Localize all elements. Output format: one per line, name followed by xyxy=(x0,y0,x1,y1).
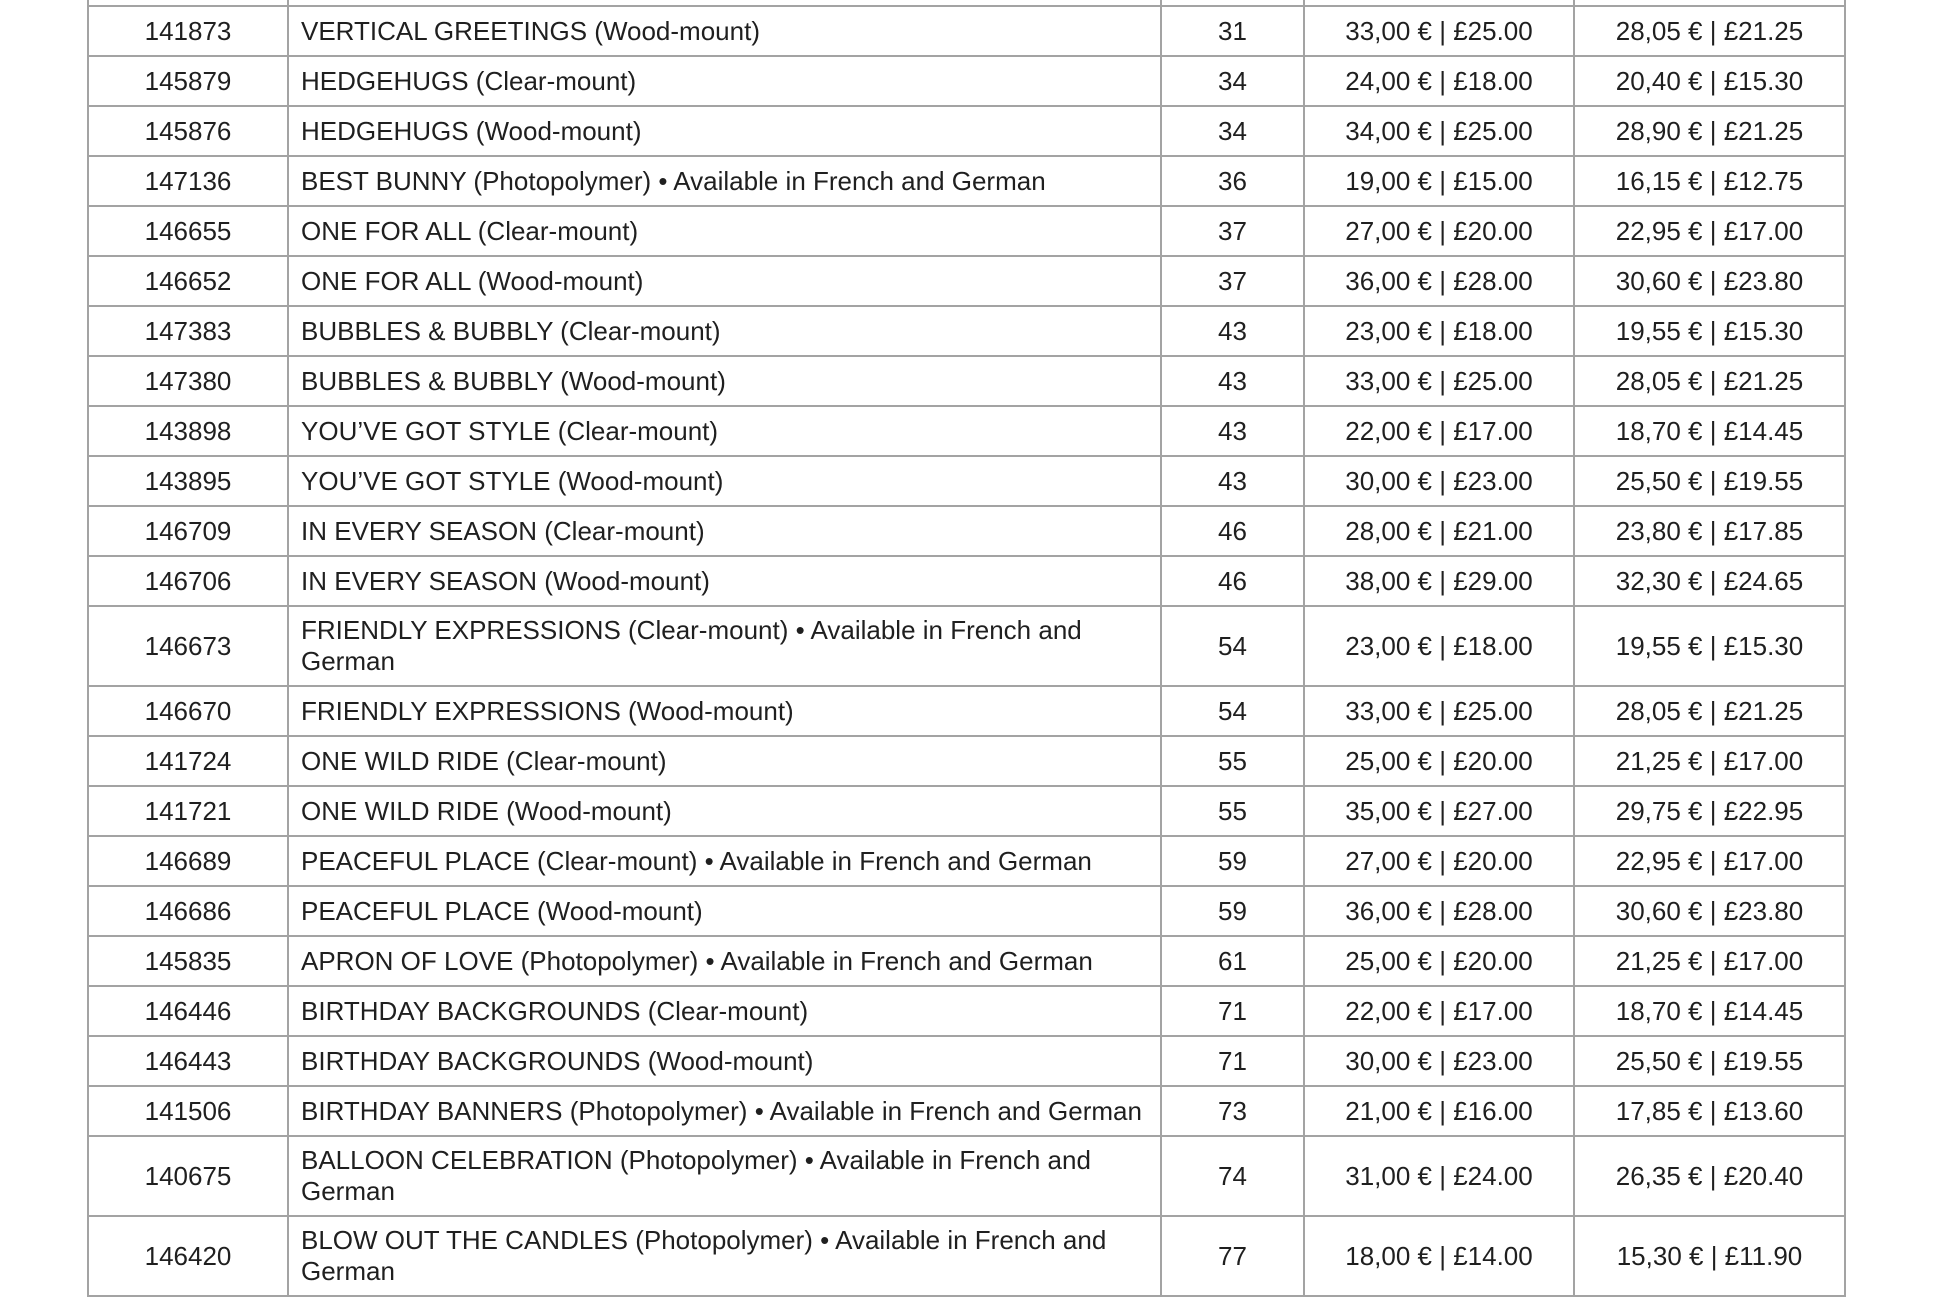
item-code-cell: 141724 xyxy=(88,736,288,786)
item-code-cell: 146670 xyxy=(88,686,288,736)
item-code-cell: 141721 xyxy=(88,786,288,836)
member-price-cell: 28,05 € | £21.25 xyxy=(1574,686,1845,736)
price-cell: 25,00 € | £20.00 xyxy=(1304,736,1574,786)
item-code-cell: 146709 xyxy=(88,506,288,556)
description-cell: ONE FOR ALL (Clear-mount) xyxy=(288,206,1161,256)
description-cell: APRON OF LOVE (Photopolymer) • Available in French and German xyxy=(288,936,1161,986)
description-cell: VERTICAL GREETINGS (Wood-mount) xyxy=(288,6,1161,56)
page-number-cell: 59 xyxy=(1161,836,1304,886)
table-row xyxy=(88,606,1845,686)
table-row xyxy=(88,56,1845,106)
page-number-cell: 31 xyxy=(1161,6,1304,56)
description-cell: IN EVERY SEASON (Clear-mount) xyxy=(288,506,1161,556)
page-number-cell: 46 xyxy=(1161,506,1304,556)
member-price-cell: 29,75 € | £22.95 xyxy=(1574,786,1845,836)
table-body xyxy=(88,0,1845,1296)
table-row xyxy=(88,556,1845,606)
table-row xyxy=(88,986,1845,1036)
member-price-cell: 28,90 € | £21.25 xyxy=(1574,106,1845,156)
table-row xyxy=(88,736,1845,786)
price-cell: 18,00 € | £14.00 xyxy=(1304,1216,1574,1296)
page-number-cell: 43 xyxy=(1161,406,1304,456)
description-cell: BIRTHDAY BACKGROUNDS (Clear-mount) xyxy=(288,986,1161,1036)
page-number-cell: 46 xyxy=(1161,556,1304,606)
item-code-cell: 146673 xyxy=(88,606,288,686)
table-row xyxy=(88,156,1845,206)
price-cell: 33,00 € | £25.00 xyxy=(1304,686,1574,736)
item-code-cell: 147380 xyxy=(88,356,288,406)
page-number-cell: 77 xyxy=(1161,1216,1304,1296)
description-cell: HEDGEHUGS (Wood-mount) xyxy=(288,106,1161,156)
member-price-cell: 30,60 € | £23.80 xyxy=(1574,886,1845,936)
page-number-cell: 43 xyxy=(1161,356,1304,406)
item-code-cell: 143895 xyxy=(88,456,288,506)
price-cell: 23,00 € | £18.00 xyxy=(1304,606,1574,686)
description-cell: YOU’VE GOT STYLE (Clear-mount) xyxy=(288,406,1161,456)
member-price-cell: 28,05 € | £21.25 xyxy=(1574,356,1845,406)
member-price-cell: 15,30 € | £11.90 xyxy=(1574,1216,1845,1296)
description-cell: BUBBLES & BUBBLY (Clear-mount) xyxy=(288,306,1161,356)
member-price-cell: 25,50 € | £19.55 xyxy=(1574,456,1845,506)
member-price-cell: 21,25 € | £17.00 xyxy=(1574,736,1845,786)
item-code-cell: 146655 xyxy=(88,206,288,256)
price-cell: 23,00 € | £18.00 xyxy=(1304,306,1574,356)
member-price-cell: 25,50 € | £19.55 xyxy=(1574,1036,1845,1086)
description-cell: FRIENDLY EXPRESSIONS (Clear-mount) • Available in French and German xyxy=(288,606,1161,686)
description-cell: BIRTHDAY BANNERS (Photopolymer) • Available in French and German xyxy=(288,1086,1161,1136)
item-code-cell: 146686 xyxy=(88,886,288,936)
table-row xyxy=(88,506,1845,556)
price-cell: 19,00 € | £15.00 xyxy=(1304,156,1574,206)
member-price-cell: 18,70 € | £14.45 xyxy=(1574,986,1845,1036)
price-cell: 24,00 € | £18.00 xyxy=(1304,56,1574,106)
item-code-cell: 146652 xyxy=(88,256,288,306)
page-number-cell: 71 xyxy=(1161,986,1304,1036)
page-number-cell: 73 xyxy=(1161,1086,1304,1136)
description-cell: HEDGEHUGS (Clear-mount) xyxy=(288,56,1161,106)
page-number-cell: 34 xyxy=(1161,106,1304,156)
page-number-cell: 37 xyxy=(1161,256,1304,306)
page-number-cell: 55 xyxy=(1161,786,1304,836)
page-number-cell: 43 xyxy=(1161,306,1304,356)
description-cell: BLOW OUT THE CANDLES (Photopolymer) • Available in French and German xyxy=(288,1216,1161,1296)
member-price-cell: 28,05 € | £21.25 xyxy=(1574,6,1845,56)
item-code-cell: 145876 xyxy=(88,106,288,156)
table-row xyxy=(88,406,1845,456)
page-number-cell: 61 xyxy=(1161,936,1304,986)
description-cell: ONE WILD RIDE (Clear-mount) xyxy=(288,736,1161,786)
price-cell: 30,00 € | £23.00 xyxy=(1304,1036,1574,1086)
item-code-cell: 147136 xyxy=(88,156,288,206)
page-number-cell: 74 xyxy=(1161,1136,1304,1216)
table-row xyxy=(88,456,1845,506)
member-price-cell: 22,95 € | £17.00 xyxy=(1574,206,1845,256)
table-row xyxy=(88,936,1845,986)
table-row xyxy=(88,6,1845,56)
price-cell: 22,00 € | £17.00 xyxy=(1304,986,1574,1036)
member-price-cell: 26,35 € | £20.40 xyxy=(1574,1136,1845,1216)
price-cell: 28,00 € | £21.00 xyxy=(1304,506,1574,556)
table-row xyxy=(88,1086,1845,1136)
price-cell: 34,00 € | £25.00 xyxy=(1304,106,1574,156)
price-cell: 33,00 € | £25.00 xyxy=(1304,6,1574,56)
price-cell: 33,00 € | £25.00 xyxy=(1304,356,1574,406)
item-code-cell: 140675 xyxy=(88,1136,288,1216)
item-code-cell: 147383 xyxy=(88,306,288,356)
page-number-cell: 54 xyxy=(1161,686,1304,736)
description-cell: PEACEFUL PLACE (Wood-mount) xyxy=(288,886,1161,936)
item-code-cell: 145835 xyxy=(88,936,288,986)
price-cell: 21,00 € | £16.00 xyxy=(1304,1086,1574,1136)
item-code-cell: 143898 xyxy=(88,406,288,456)
member-price-cell: 19,55 € | £15.30 xyxy=(1574,306,1845,356)
price-cell: 27,00 € | £20.00 xyxy=(1304,206,1574,256)
description-cell: FRIENDLY EXPRESSIONS (Wood-mount) xyxy=(288,686,1161,736)
description-cell: BALLOON CELEBRATION (Photopolymer) • Available in French and German xyxy=(288,1136,1161,1216)
item-code-cell: 146706 xyxy=(88,556,288,606)
description-cell: ONE WILD RIDE (Wood-mount) xyxy=(288,786,1161,836)
item-code-cell: 146443 xyxy=(88,1036,288,1086)
table-row xyxy=(88,206,1845,256)
product-price-table-container xyxy=(87,0,1844,1297)
price-cell: 30,00 € | £23.00 xyxy=(1304,456,1574,506)
page-number-cell: 34 xyxy=(1161,56,1304,106)
table-row xyxy=(88,1036,1845,1086)
price-cell: 31,00 € | £24.00 xyxy=(1304,1136,1574,1216)
price-cell: 27,00 € | £20.00 xyxy=(1304,836,1574,886)
member-price-cell: 30,60 € | £23.80 xyxy=(1574,256,1845,306)
table-row xyxy=(88,1136,1845,1216)
member-price-cell: 21,25 € | £17.00 xyxy=(1574,936,1845,986)
page-number-cell: 55 xyxy=(1161,736,1304,786)
product-price-table xyxy=(87,0,1846,1297)
price-cell: 36,00 € | £28.00 xyxy=(1304,886,1574,936)
member-price-cell: 20,40 € | £15.30 xyxy=(1574,56,1845,106)
item-code-cell: 146689 xyxy=(88,836,288,886)
member-price-cell: 17,85 € | £13.60 xyxy=(1574,1086,1845,1136)
price-cell: 36,00 € | £28.00 xyxy=(1304,256,1574,306)
table-row xyxy=(88,686,1845,736)
table-row xyxy=(88,836,1845,886)
item-code-cell: 146446 xyxy=(88,986,288,1036)
table-row xyxy=(88,786,1845,836)
page-number-cell: 43 xyxy=(1161,456,1304,506)
price-cell: 22,00 € | £17.00 xyxy=(1304,406,1574,456)
description-cell: IN EVERY SEASON (Wood-mount) xyxy=(288,556,1161,606)
price-cell: 38,00 € | £29.00 xyxy=(1304,556,1574,606)
table-row xyxy=(88,1216,1845,1296)
description-cell: ONE FOR ALL (Wood-mount) xyxy=(288,256,1161,306)
description-cell: BIRTHDAY BACKGROUNDS (Wood-mount) xyxy=(288,1036,1161,1086)
item-code-cell: 146420 xyxy=(88,1216,288,1296)
member-price-cell: 16,15 € | £12.75 xyxy=(1574,156,1845,206)
page-number-cell: 37 xyxy=(1161,206,1304,256)
description-cell: BUBBLES & BUBBLY (Wood-mount) xyxy=(288,356,1161,406)
price-cell: 35,00 € | £27.00 xyxy=(1304,786,1574,836)
page-number-cell: 36 xyxy=(1161,156,1304,206)
table-row xyxy=(88,256,1845,306)
item-code-cell: 141506 xyxy=(88,1086,288,1136)
description-cell: BEST BUNNY (Photopolymer) • Available in French and German xyxy=(288,156,1161,206)
table-row xyxy=(88,356,1845,406)
member-price-cell: 19,55 € | £15.30 xyxy=(1574,606,1845,686)
table-row xyxy=(88,886,1845,936)
table-row xyxy=(88,306,1845,356)
page-number-cell: 54 xyxy=(1161,606,1304,686)
page-number-cell: 59 xyxy=(1161,886,1304,936)
member-price-cell: 32,30 € | £24.65 xyxy=(1574,556,1845,606)
table-row xyxy=(88,106,1845,156)
price-cell: 25,00 € | £20.00 xyxy=(1304,936,1574,986)
member-price-cell: 18,70 € | £14.45 xyxy=(1574,406,1845,456)
page-number-cell: 71 xyxy=(1161,1036,1304,1086)
item-code-cell: 141873 xyxy=(88,6,288,56)
member-price-cell: 23,80 € | £17.85 xyxy=(1574,506,1845,556)
description-cell: YOU’VE GOT STYLE (Wood-mount) xyxy=(288,456,1161,506)
item-code-cell: 145879 xyxy=(88,56,288,106)
member-price-cell: 22,95 € | £17.00 xyxy=(1574,836,1845,886)
description-cell: PEACEFUL PLACE (Clear-mount) • Available in French and German xyxy=(288,836,1161,886)
